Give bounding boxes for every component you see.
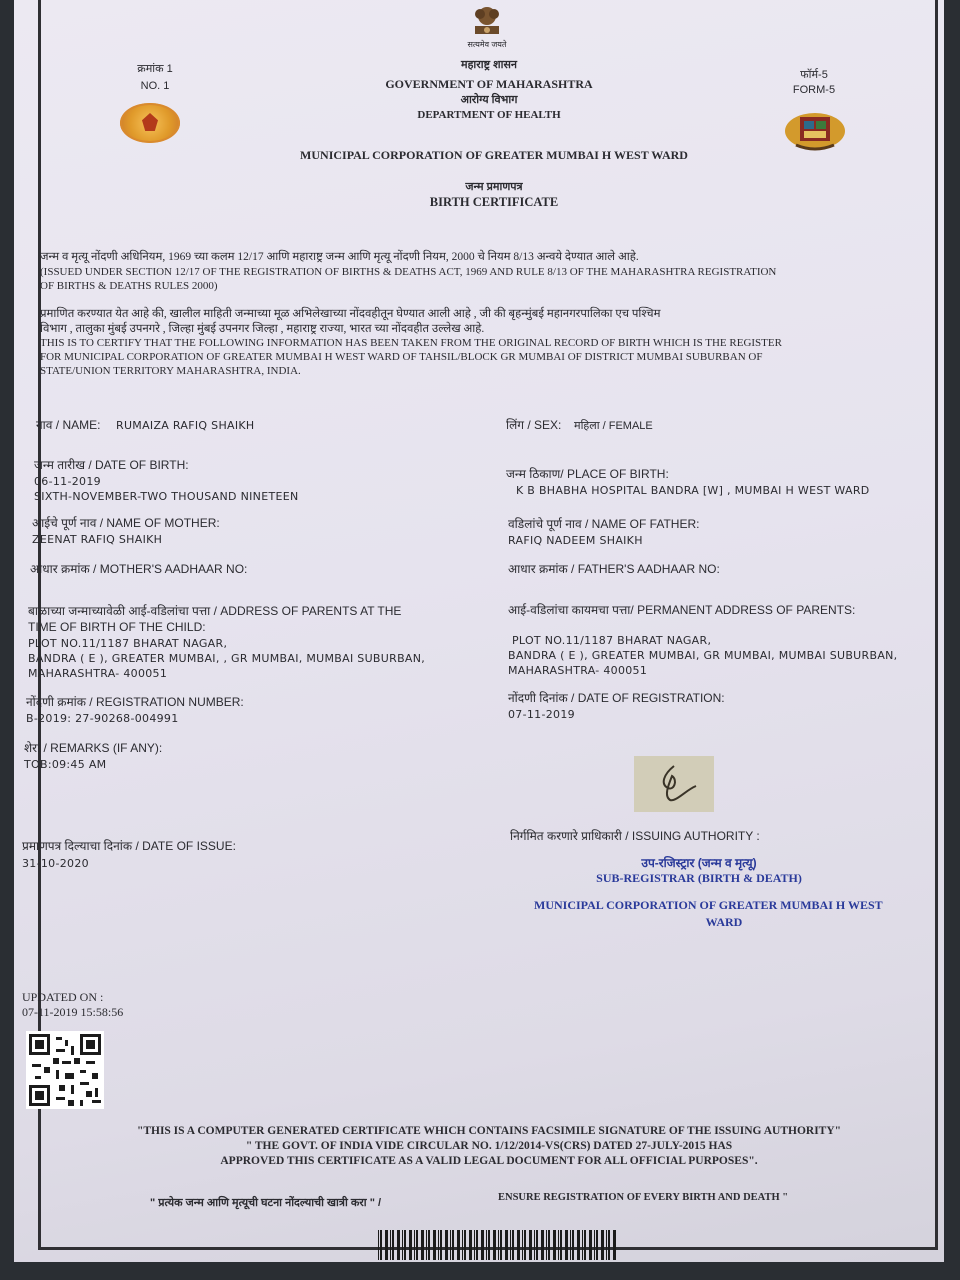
perm-address-line-3: MAHARASHTRA- 400051 <box>508 664 648 677</box>
barcode-icon <box>376 1228 620 1262</box>
dob-words: SIXTH-NOVEMBER-TWO THOUSAND NINETEEN <box>34 490 299 503</box>
issued-english-2: OF BIRTHS & DEATHS RULES 2000) <box>40 280 218 292</box>
birth-address-label-2: TIME OF BIRTH OF THE CHILD: <box>28 620 206 634</box>
updated-label: UPDATED ON : <box>22 990 104 1004</box>
footer-line-2: " THE GOVT. OF INDIA VIDE CIRCULAR NO. 1/12/2014-VS(CRS) DATED 27-JULY-2015 HAS <box>245 1140 733 1152</box>
perm-address-line-1: PLOT NO.11/1187 BHARAT NAGAR, <box>512 634 712 647</box>
father-aadhaar-label: आधार क्रमांक / FATHER'S AADHAAR NO: <box>508 562 720 576</box>
serial-english: NO. 1 <box>140 80 170 92</box>
signature-image <box>634 756 714 812</box>
sex-value: महिला / FEMALE <box>574 420 653 432</box>
reg-date-value: 07-11-2019 <box>508 708 575 721</box>
reg-date-label: नोंदणी दिनांक / DATE OF REGISTRATION: <box>508 691 725 705</box>
dept-english: DEPARTMENT OF HEALTH <box>417 109 561 121</box>
certify-marathi-2: विभाग , तालुका मुंबई उपनगरे , जिल्हा मुंबई उपनगर जिल्हा , महाराष्ट्र राज्या, भारत च्या नोंदवहीत उल्लेख आहे. <box>40 323 485 335</box>
name-value: RUMAIZA RAFIQ SHAIKH <box>116 419 255 432</box>
slogan-english: ENSURE REGISTRATION OF EVERY BIRTH AND DEATH " <box>498 1192 789 1203</box>
certificate-paper <box>14 0 944 1262</box>
dob-value: 06-11-2019 <box>34 475 101 488</box>
mother-label: आईचे पूर्ण नाव / NAME OF MOTHER: <box>32 516 220 530</box>
issue-date-value: 31-10-2020 <box>22 857 89 870</box>
title-english: BIRTH CERTIFICATE <box>429 195 559 209</box>
father-value: RAFIQ NADEEM SHAIKH <box>508 534 643 547</box>
certify-english-2: FOR MUNICIPAL CORPORATION OF GREATER MUMBAI H WEST WARD OF TAHSIL/BLOCK GR MUMBAI OF DISTRICT MUMBAI SUBURBAN OF <box>40 351 763 363</box>
authority-marathi: उप-रजिस्ट्रार (जन्म व मृत्यू) <box>641 856 757 870</box>
updated-value: 07-11-2019 15:58:56 <box>22 1005 124 1019</box>
remarks-value: TOB:09:45 AM <box>24 758 107 771</box>
qr-code-icon <box>26 1031 104 1109</box>
maharashtra-seal-icon <box>120 103 180 143</box>
authority-corp-line-2: WARD <box>705 915 743 929</box>
slogan-marathi: " प्रत्येक जन्म आणि मृत्यूची घटना नोंदल्याची खात्री करा " / <box>150 1197 382 1209</box>
reg-number-value: B-2019: 27-90268-004991 <box>26 712 179 725</box>
certify-marathi-1: प्रमाणित करण्यात येत आहे की, खालील माहिती जन्माच्या मूळ अभिलेखाच्या नोंदवहीतून घेण्यात आली आहे , जी की बृहन्मुंबई महानगरपालिका एच पश्चिम <box>40 308 661 320</box>
sex-label: लिंग / SEX: <box>506 418 562 432</box>
gov-english: GOVERNMENT OF MAHARASHTRA <box>385 77 593 91</box>
serial-marathi: क्रमांक 1 <box>137 63 173 75</box>
birth-address-label-1: बाळाच्या जन्माच्यावेळी आई-वडिलांचा पत्ता / ADDRESS OF PARENTS AT THE <box>28 604 402 618</box>
form-marathi: फॉर्म-5 <box>800 69 828 81</box>
mother-aadhaar-label: आधार क्रमांक / MOTHER'S AADHAAR NO: <box>30 562 248 576</box>
corporation-heading: MUNICIPAL CORPORATION OF GREATER MUMBAI H WEST WARD <box>300 148 688 162</box>
birth-address-line-3: MAHARASHTRA- 400051 <box>28 667 168 680</box>
perm-address-label: आई-वडिलांचा कायमचा पत्ता/ PERMANENT ADDRESS OF PARENTS: <box>508 603 856 617</box>
mcgm-crest-icon <box>782 107 848 151</box>
footer-line-1: "THIS IS A COMPUTER GENERATED CERTIFICATE WHICH CONTAINS FACSIMILE SIGNATURE OF THE ISSUING AUTHORITY" <box>136 1125 842 1137</box>
name-label: नाव / NAME: <box>36 418 101 432</box>
mother-value: ZEENAT RAFIQ SHAIKH <box>32 533 163 546</box>
authority-corp-line-1: MUNICIPAL CORPORATION OF GREATER MUMBAI H WEST <box>534 898 883 912</box>
certify-english-3: STATE/UNION TERRITORY MAHARASHTRA, INDIA. <box>40 365 301 377</box>
issue-date-label: प्रमाणपत्र दिल्याचा दिनांक / DATE OF ISSUE: <box>22 839 236 853</box>
issued-english-1: (ISSUED UNDER SECTION 12/17 OF THE REGISTRATION OF BIRTHS & DEATHS ACT, 1969 AND RULE 8/13 OF THE MAHARASHTRA REGISTRATION <box>40 266 777 278</box>
issued-marathi: जन्म व मृत्यू नोंदणी अधिनियम, 1969 च्या कलम 12/17 आणि महाराष्ट्र जन्म आणि मृत्यू नोंदणी नियम, 2000 चे नियम 8/13 अन्वये देण्यात आले आहे. <box>40 251 639 263</box>
birth-address-line-1: PLOT NO.11/1187 BHARAT NAGAR, <box>28 637 228 650</box>
birth-address-line-2: BANDRA ( E ), GREATER MUMBAI, , GR MUMBAI, MUMBAI SUBURBAN, <box>28 652 426 665</box>
authority-label: निर्गमित करणारे प्राधिकारी / ISSUING AUTHORITY : <box>510 829 760 843</box>
remarks-label: शेरा / REMARKS (IF ANY): <box>24 741 163 755</box>
dob-label: जन्म तारीख / DATE OF BIRTH: <box>34 458 189 472</box>
emblem-caption: सत्यमेव जयते <box>467 40 507 49</box>
title-marathi: जन्म प्रमाणपत्र <box>465 181 523 193</box>
perm-address-line-2: BANDRA ( E ), GREATER MUMBAI, GR MUMBAI, MUMBAI SUBURBAN, <box>508 649 898 662</box>
footer-line-3: APPROVED THIS CERTIFICATE AS A VALID LEGAL DOCUMENT FOR ALL OFFICIAL PURPOSES". <box>220 1155 758 1167</box>
certify-english-1: THIS IS TO CERTIFY THAT THE FOLLOWING INFORMATION HAS BEEN TAKEN FROM THE ORIGINAL RECORD OF BIRTH WHICH IS THE REGISTER <box>40 337 782 349</box>
ashoka-emblem-icon <box>469 4 505 38</box>
pob-value: K B BHABHA HOSPITAL BANDRA [W] , MUMBAI H WEST WARD <box>516 484 870 497</box>
form-english: FORM-5 <box>792 84 836 96</box>
reg-number-label: नोंदणी क्रमांक / REGISTRATION NUMBER: <box>26 695 244 709</box>
gov-marathi: महाराष्ट्र शासन <box>461 59 517 71</box>
dept-marathi: आरोग्य विभाग <box>460 94 518 106</box>
father-label: वडिलांचे पूर्ण नाव / NAME OF FATHER: <box>508 517 700 531</box>
pob-label: जन्म ठिकाण/ PLACE OF BIRTH: <box>506 467 669 481</box>
authority-english: SUB-REGISTRAR (BIRTH & DEATH) <box>596 871 802 885</box>
